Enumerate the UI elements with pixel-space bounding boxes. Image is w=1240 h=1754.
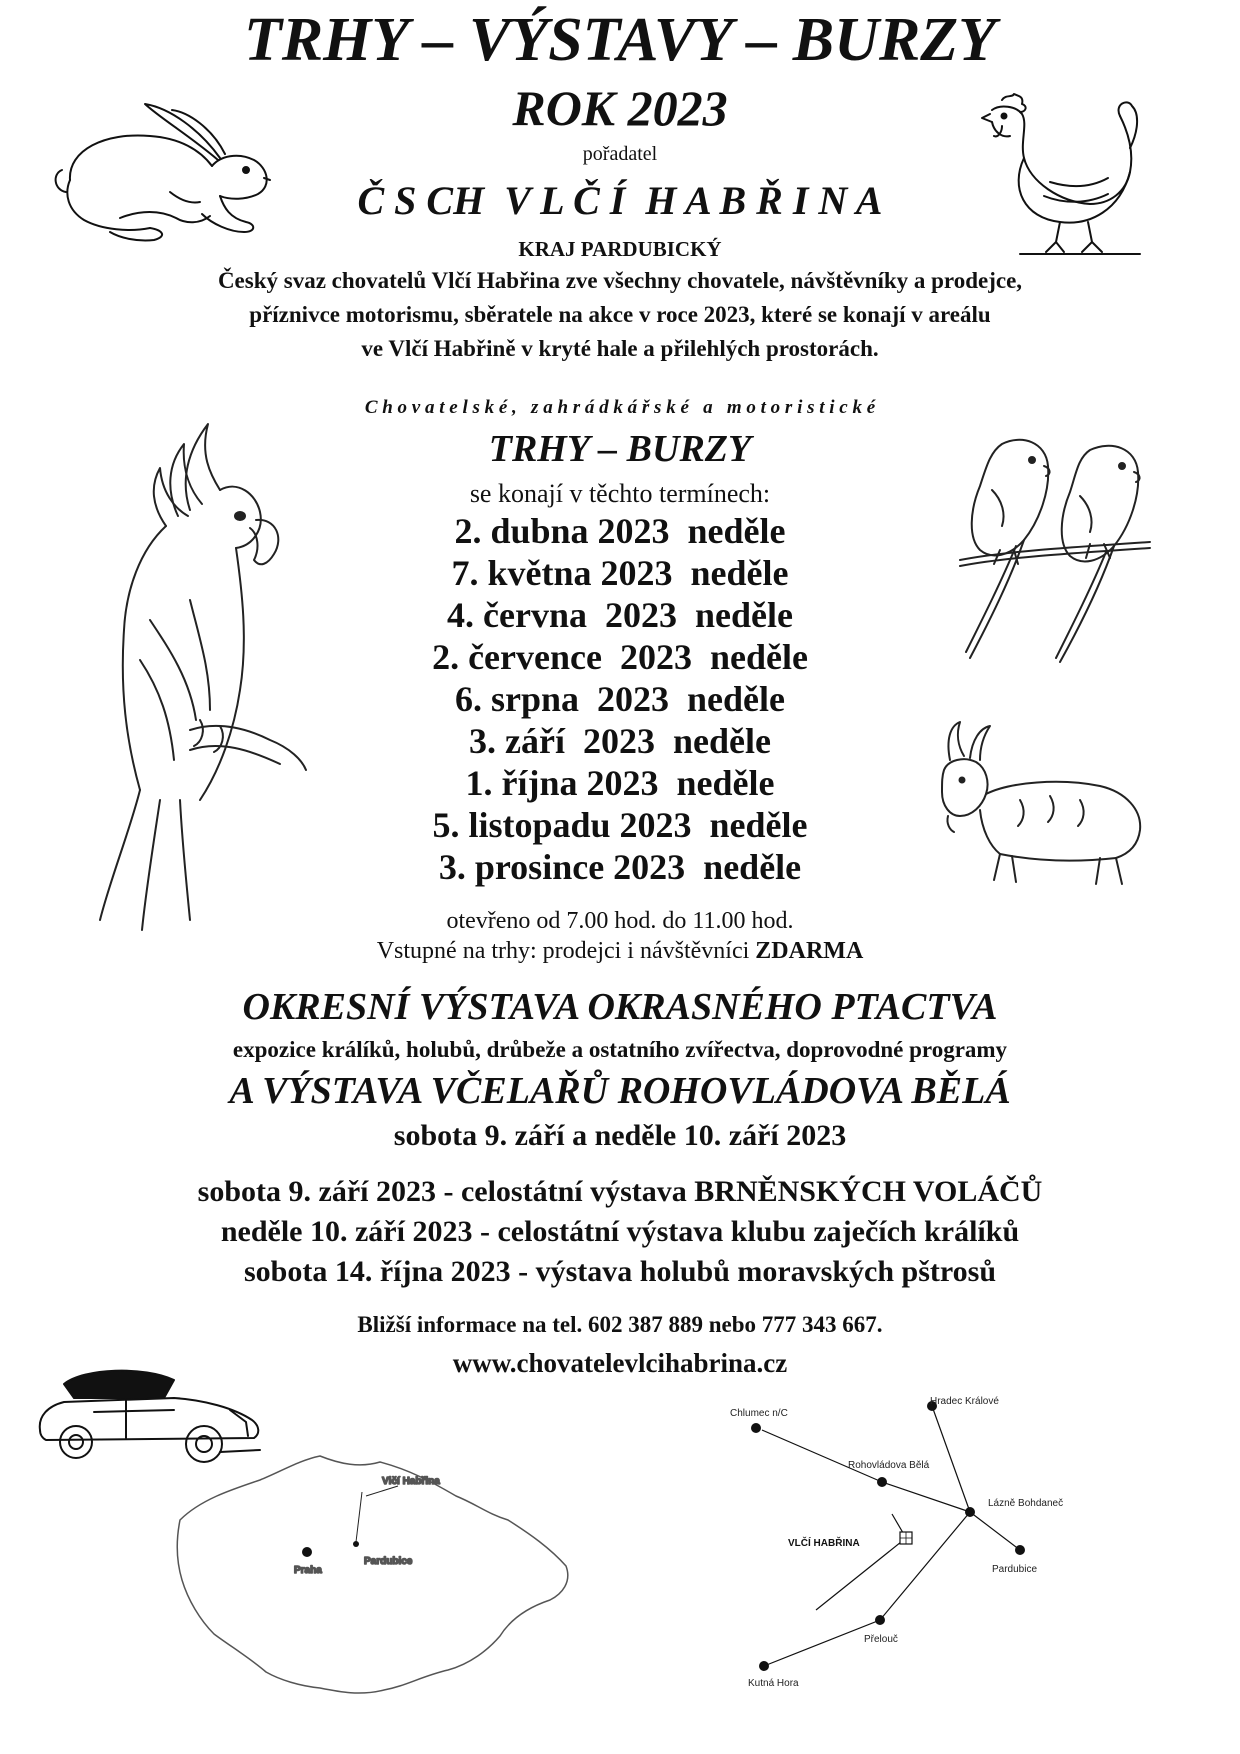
region-label: KRAJ PARDUBICKÝ [518, 237, 722, 261]
czmap-vlci-habrina-label: Vlčí Habřina [382, 1476, 440, 1487]
czmap-pardubice-label: Pardubice [364, 1556, 413, 1567]
event-line-2: neděle 10. září 2023 - celostátní výstava klubu zaječích králíků [220, 1215, 1020, 1248]
year-title: ROK 2023 [512, 80, 728, 136]
czech-map [170, 1450, 580, 1700]
markets-subtitle: C h o v a t e l s k é , z a h r á d k á ř s k é a m o t o r i s t i c k é [364, 397, 876, 418]
intro-line-2: příznivce motorismu, sběratele na akce v roce 2023, které se konají v areálu [249, 302, 991, 327]
map-lazne-label: Lázně Bohdaneč [988, 1498, 1064, 1509]
market-date-6: 3. září 2023 neděle [469, 721, 771, 761]
exhibition-expo-line: expozice králíků, holubů, drůbeže a ostatního zvířectva, doprovodné programy [232, 1037, 1008, 1062]
market-date-8: 5. listopadu 2023 neděle [432, 805, 808, 845]
map-pardubice-label: Pardubice [992, 1564, 1038, 1575]
local-map [712, 1394, 1072, 1694]
map-kutna-label: Kutná Hora [748, 1678, 799, 1689]
page-title: TRHY – VÝSTAVY – BURZY [243, 6, 997, 74]
map-hradec-label: Hradec Králové [930, 1396, 999, 1407]
map-prelouc-label: Přelouč [864, 1634, 898, 1645]
market-hours: otevřeno od 7.00 hod. do 11.00 hod. [446, 908, 794, 934]
hen-icon [980, 92, 1150, 262]
market-date-9: 3. prosince 2023 neděle [438, 847, 802, 887]
cockatoo-icon [70, 420, 310, 940]
exhibition-title: OKRESNÍ VÝSTAVA OKRASNÉHO PTACTVA [242, 986, 998, 1028]
organizer-name: Č S CH V L Č Í H A B Ř I N A [357, 178, 883, 223]
market-date-4: 2. července 2023 neděle [432, 637, 808, 677]
map-rohovladova-label: Rohovládova Bělá [848, 1460, 930, 1471]
intro-line-3: ve Vlčí Habřině v kryté hale a přilehlých prostorách. [361, 336, 879, 361]
market-date-5: 6. srpna 2023 neděle [454, 679, 785, 719]
markets-terms-label: se konají v těchto termínech: [469, 479, 771, 508]
map-vlci-habrina-label: VLČÍ HABŘINA [788, 1538, 860, 1549]
market-entry-label: Vstupné na trhy: prodejci i návštěvníci [376, 938, 750, 964]
contact-info: Bližší informace na tel. 602 387 889 nebo 777 343 667. [357, 1312, 883, 1337]
intro-line-1: Český svaz chovatelů Vlčí Habřina zve všechny chovatele, návštěvníky a prodejce, [217, 268, 1023, 293]
market-date-2: 7. května 2023 neděle [451, 553, 789, 593]
map-chlumec-label: Chlumec n/C [730, 1408, 788, 1419]
organizer-label: pořadatel [582, 143, 658, 165]
bees-title: A VÝSTAVA VČELAŘŮ ROHOVLÁDOVA BĚLÁ [229, 1070, 1011, 1112]
goat-icon [920, 720, 1150, 890]
exhibition-dates: sobota 9. září a neděle 10. září 2023 [393, 1119, 847, 1152]
czmap-praha-label: Praha [294, 1565, 322, 1576]
website-link[interactable]: www.chovatelevlcihabrina.cz [452, 1348, 788, 1378]
event-line-1: sobota 9. září 2023 - celostátní výstava BRNĚNSKÝCH VOLÁČŮ [197, 1175, 1043, 1208]
market-entry [0, 936, 1240, 966]
market-date-7: 1. října 2023 neděle [465, 763, 775, 803]
market-entry-free: ZDARMA [755, 938, 864, 964]
rabbit-icon [50, 100, 280, 250]
budgies-icon [940, 430, 1160, 670]
markets-title: TRHY – BURZY [488, 428, 752, 470]
market-date-1: 2. dubna 2023 neděle [454, 511, 786, 551]
event-line-3: sobota 14. října 2023 - výstava holubů moravských pštrosů [243, 1255, 997, 1288]
market-date-3: 4. června 2023 neděle [447, 595, 793, 635]
